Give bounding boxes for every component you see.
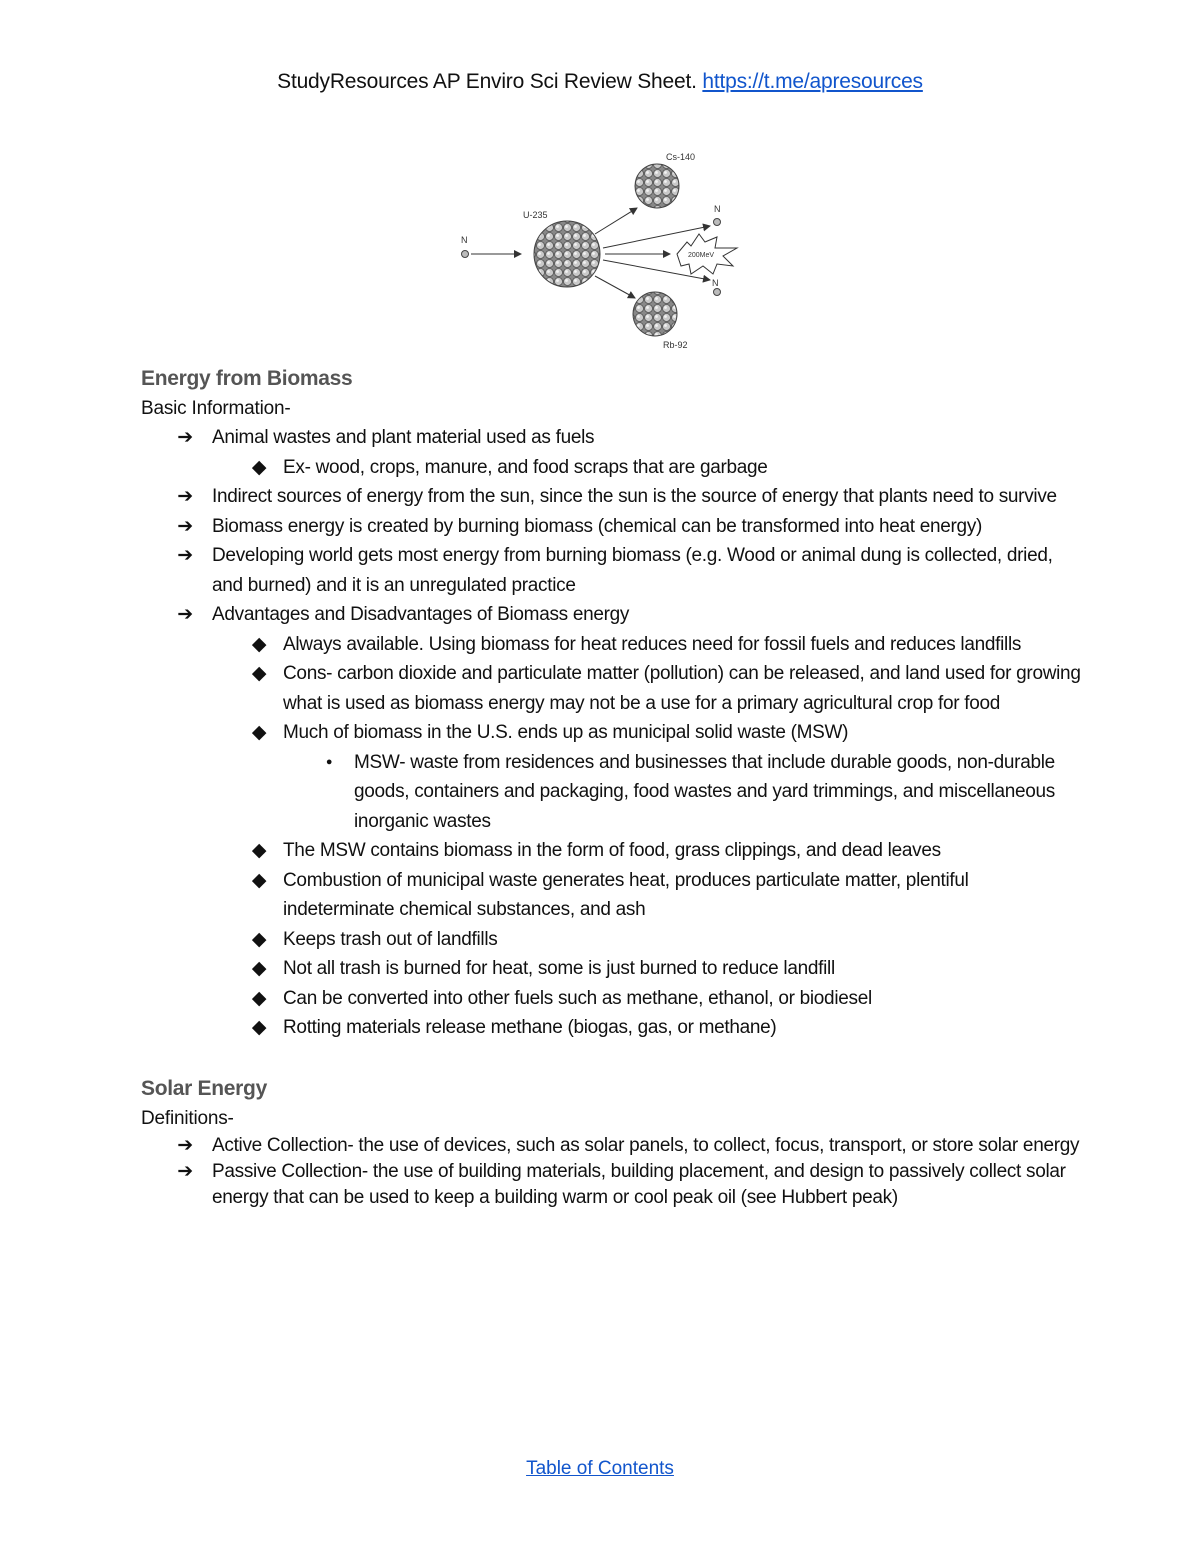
arrow-to-cs140 [595,208,637,234]
list-item: ◆ The MSW contains biomass in the form of food, grass clippings, and dead leaves [141,836,1081,866]
arrow-to-rb92 [595,276,635,298]
list-item: ◆ Not all trash is burned for heat, some is just burned to reduce landfill [141,954,1081,984]
biomass-section-title: Energy from Biomass [141,367,353,390]
diamond-bullet-icon: ◆ [251,958,267,979]
diamond-bullet-icon: ◆ [251,840,267,861]
diamond-bullet-icon: ◆ [251,663,267,684]
list-item: ➔ Active Collection- the use of devices, such as solar panels, to collect, focus, transport, or store solar energy [141,1133,1081,1159]
neutron-out-bottom [714,289,721,296]
page-footer [0,1458,1200,1480]
arrow-bullet-icon: ➔ [177,486,193,507]
table-of-contents-link[interactable]: Table of Contents [526,1458,674,1479]
neutron-out-bottom-label: N [712,278,719,288]
list-item: ◆ Ex- wood, crops, manure, and food scraps that are garbage [141,453,1081,483]
cs140-label: Cs-140 [666,152,696,162]
list-item: ◆ Rotting materials release methane (biogas, gas, or methane) [141,1013,1081,1043]
neutron-out-top [714,219,721,226]
solar-subhead: Definitions- [141,1107,234,1129]
u235-nucleus [534,221,600,287]
neutron-in [462,251,469,258]
diamond-bullet-icon: ◆ [251,633,267,655]
diamond-bullet-icon: ◆ [251,722,267,743]
header-link[interactable]: https://t.me/apresources [702,70,923,93]
u235-label: U-235 [523,210,548,220]
list-item: ➔ Developing world gets most energy from burning biomass (e.g. Wood or animal dung is collected, dried, and burned) and it is an unregulated practice [141,541,1081,600]
solar-list [141,1133,1081,1211]
neutron-out-top-label: N [714,204,721,214]
energy-label: 200MeV [688,252,715,259]
arrow-bullet-icon: ➔ [177,427,193,448]
notes-content [141,364,1081,1211]
list-item: ◆ Can be converted into other fuels such as methane, ethanol, or biodiesel [141,984,1081,1014]
rb92-label: Rb-92 [663,340,688,350]
list-item: ◆ Keeps trash out of landfills [141,925,1081,955]
list-item: ◆ Combustion of municipal waste generates heat, produces particulate matter, plentiful indeterminate chemical substances, and ash [141,866,1081,925]
arrow-bullet-icon: ➔ [177,545,193,566]
list-item: ◆ Always available. Using biomass for heat reduces need for fossil fuels and reduces landfills [141,630,1081,660]
arrow-bullet-icon: ➔ [177,604,193,625]
diamond-bullet-icon: ◆ [251,928,267,950]
list-item: ➔ Biomass energy is created by burning biomass (chemical can be transformed into heat energy) [141,512,1081,542]
rb92-nucleus [633,292,677,336]
biomass-list [141,423,1081,1043]
list-item: ◆ Much of biomass in the U.S. ends up as municipal solid waste (MSW) [141,718,1081,748]
biomass-subhead: Basic Information- [141,398,291,419]
solar-section-title: Solar Energy [141,1076,267,1100]
fission-diagram [455,142,755,360]
list-item: ● MSW- waste from residences and businesses that include durable goods, non-durable goods, containers and packaging, food wastes and yard trimmings, and miscellaneous inorganic wastes [141,748,1081,837]
list-item: ➔ Advantages and Disadvantages of Biomass energy [141,600,1081,630]
arrow-bullet-icon: ➔ [177,1134,193,1156]
list-item: ➔ Passive Collection- the use of building materials, building placement, and design to passively collect solar energy that can be used to keep a building warm or cool peak oil (see Hubbert peak) [141,1159,1081,1211]
arrow-bullet-icon: ➔ [177,515,193,537]
diamond-bullet-icon: ◆ [251,1017,267,1038]
arrow-bullet-icon: ➔ [177,1160,193,1182]
cs140-nucleus [635,164,679,208]
list-item: ➔ Indirect sources of energy from the sun, since the sun is the source of energy that plants need to survive [141,482,1081,512]
page-header [0,70,1200,94]
list-item: ◆ Cons- carbon dioxide and particulate matter (pollution) can be released, and land used for growing what is used as biomass energy may not be a use for a primary agricultural crop for food [141,659,1081,718]
diamond-bullet-icon: ◆ [251,456,267,478]
neutron-in-label: N [461,235,468,245]
header-title: StudyResources AP Enviro Sci Review Sheet. [277,70,697,93]
diamond-bullet-icon: ◆ [251,869,267,891]
diamond-bullet-icon: ◆ [251,987,267,1009]
list-item: ➔ Animal wastes and plant material used as fuels [141,423,1081,453]
dot-bullet-icon: ● [325,755,333,768]
